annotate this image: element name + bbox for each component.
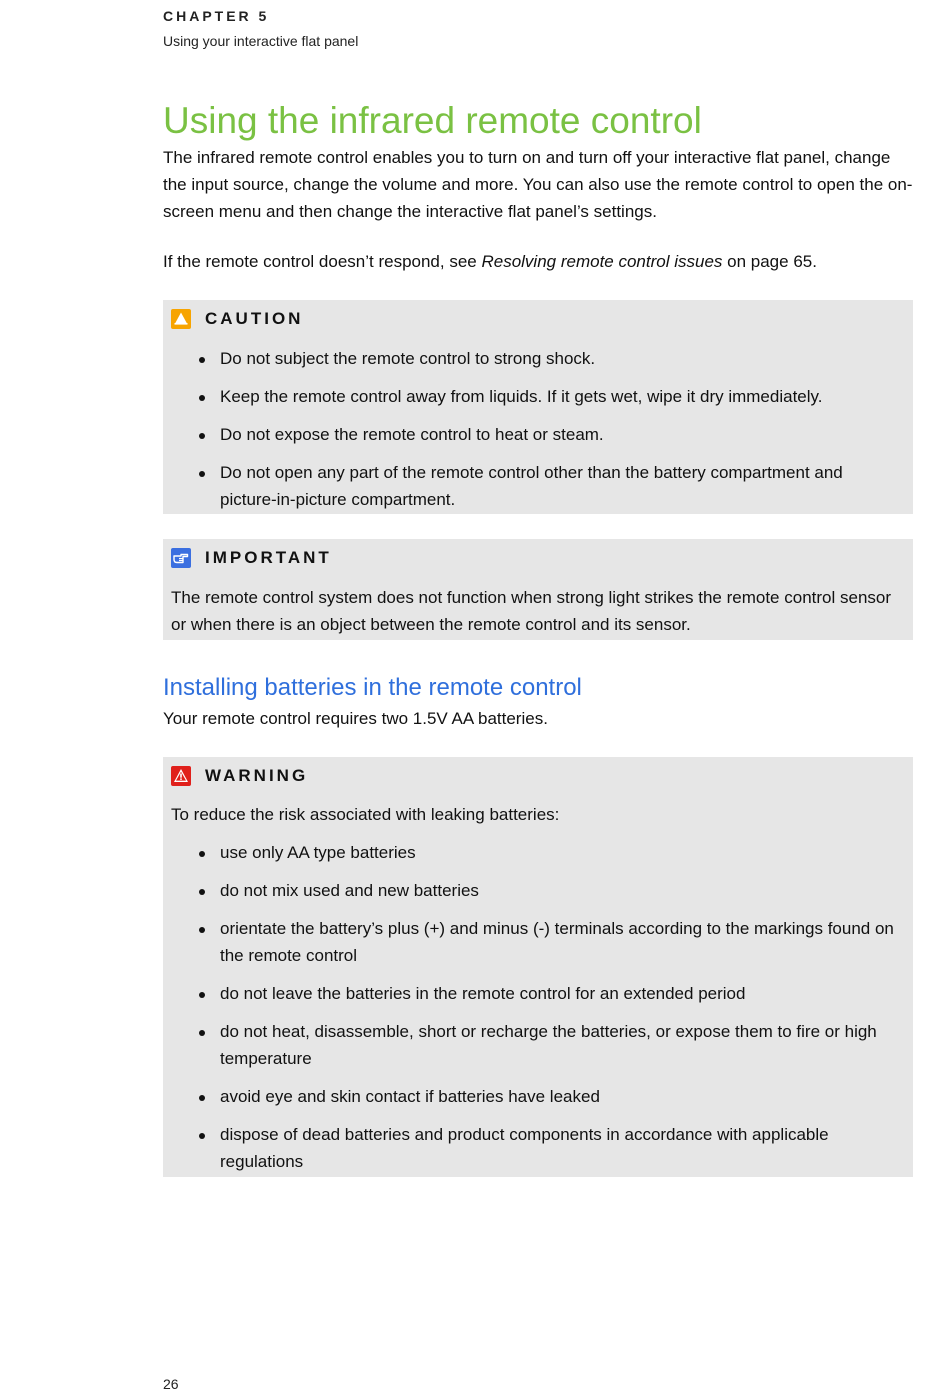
important-header [171,547,332,569]
warning-item-text: do not leave the batteries in the remote control for an extended period [220,984,746,1003]
list-item [163,877,903,904]
reference-suffix: on page 65. [722,252,817,271]
pointing-hand-icon [171,548,191,568]
caution-item-text: Keep the remote control away from liquids. If it gets wet, wipe it dry immediately. [220,387,823,406]
warning-item-text: do not heat, disassemble, short or recharge the batteries, or expose them to fire or high temperature [220,1022,877,1068]
important-box [163,539,913,640]
intro-paragraph: The infrared remote control enables you to turn on and turn off your interactive flat panel, change the input source, change the volume and more. You can also use the remote control to open the on-screen menu and then change the interactive flat panel’s settings. [163,148,913,221]
warning-item-text: do not mix used and new batteries [220,881,479,900]
subsection-intro: Your remote control requires two 1.5V AA batteries. [163,709,548,728]
list-item [163,839,903,866]
important-text: The remote control system does not function when strong light strikes the remote control sensor or when there is an object between the remote control and its sensor. [171,588,892,634]
list-item [163,345,903,372]
caution-item-text: Do not subject the remote control to strong shock. [220,349,596,368]
warning-item-text: use only AA type batteries [220,843,416,862]
caution-title: CAUTION [205,309,304,328]
list-item [163,1083,903,1110]
caution-list [163,345,903,524]
caution-item-text: Do not open any part of the remote control other than the battery compartment and picture-in-picture compartment. [220,463,843,509]
caution-box [163,300,913,514]
caution-header [171,308,303,330]
troubleshooting-reference [163,248,913,275]
warning-list [163,839,903,1186]
subsection-title: Installing batteries in the remote control [163,674,582,701]
reference-link[interactable]: Resolving remote control issues [481,252,723,271]
warning-header [171,765,308,787]
list-item [163,915,903,969]
chapter-subtitle: Using your interactive flat panel [163,33,359,49]
chapter-label: CHAPTER 5 [163,8,270,24]
important-title: IMPORTANT [205,548,332,567]
list-item [163,421,903,448]
warning-item-text: avoid eye and skin contact if batteries have leaked [220,1087,600,1106]
caution-icon [171,309,191,329]
list-item [163,1121,903,1175]
warning-title: WARNING [205,766,309,785]
list-item [163,459,903,513]
reference-prefix: If the remote control doesn’t respond, see [163,252,482,271]
warning-icon [171,766,191,786]
list-item [163,1018,903,1072]
warning-item-text: dispose of dead batteries and product components in accordance with applicable regulations [220,1125,829,1171]
page-title: Using the infrared remote control [163,100,702,141]
page-number: 26 [163,1376,179,1392]
caution-item-text: Do not expose the remote control to heat or steam. [220,425,604,444]
warning-item-text: orientate the battery’s plus (+) and minus (-) terminals according to the markings found on the remote control [220,919,894,965]
list-item [163,980,903,1007]
warning-lead: To reduce the risk associated with leaking batteries: [171,805,560,824]
warning-box [163,757,913,1177]
list-item [163,383,903,410]
